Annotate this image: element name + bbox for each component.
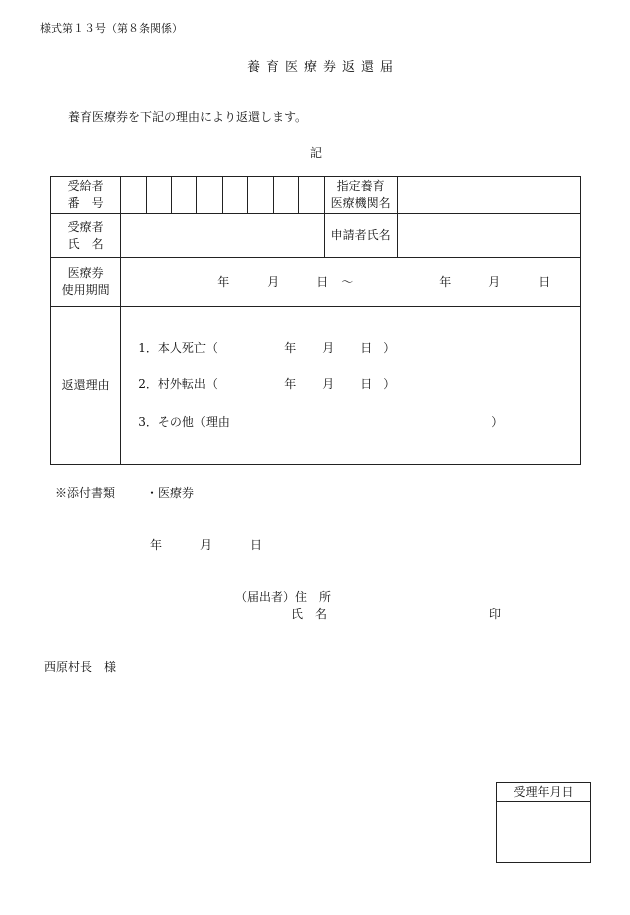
recipient-number-digit[interactable]	[197, 177, 222, 214]
institution-label: 指定養育 医療機関名	[324, 177, 397, 214]
date-month: 月	[200, 538, 213, 552]
reason-2-day: 日	[360, 377, 373, 391]
notifier-address-label: （届出者）住 所	[235, 590, 332, 604]
period-end-month: 月	[488, 275, 501, 289]
addressee: 西原村長 様	[44, 660, 117, 674]
receipt-date-box[interactable]	[496, 782, 591, 863]
receipt-date-label: 受理年月日	[497, 783, 590, 802]
period-label: 医療券 使用期間	[51, 258, 121, 307]
period-start-year: 年	[217, 275, 230, 289]
recipient-number-digit[interactable]	[146, 177, 171, 214]
recipient-number-digit[interactable]	[248, 177, 273, 214]
reason-3-label: 3．その他（理由	[138, 415, 230, 429]
return-form-table	[50, 176, 581, 465]
date-day: 日	[250, 538, 263, 552]
reason-2-label: 2．村外転出（	[138, 377, 218, 391]
date-year: 年	[150, 538, 163, 552]
ki-mark: 記	[310, 146, 323, 160]
intro-text: 養育医療券を下記の理由により返還します。	[68, 110, 308, 124]
period-end-year: 年	[439, 275, 452, 289]
attachments-label: ※添付書類	[55, 486, 116, 500]
page-title: 養育医療券返還届	[247, 60, 400, 75]
applicant-name-label: 申請者氏名	[324, 214, 397, 258]
reason-1-label: 1．本人死亡（	[138, 341, 218, 355]
period-tilde: ～	[341, 275, 354, 289]
patient-name-label: 受療者 氏 名	[51, 214, 121, 258]
recipient-number-label: 受給者 番 号	[51, 177, 121, 214]
reason-2-month: 月	[322, 377, 335, 391]
reason-1-month: 月	[322, 341, 335, 355]
reason-2-year: 年	[284, 377, 297, 391]
return-reason-field[interactable]	[121, 307, 581, 465]
recipient-number-digit[interactable]	[299, 177, 324, 214]
institution-field[interactable]	[397, 177, 580, 214]
reason-1-close: ）	[383, 341, 396, 355]
attachments-item: ・医療券	[146, 486, 195, 500]
seal-mark: 印	[489, 607, 502, 621]
applicant-name-field[interactable]	[397, 214, 580, 258]
reason-2-close: ）	[383, 377, 396, 391]
patient-name-field[interactable]	[121, 214, 324, 258]
usage-period-field[interactable]	[121, 258, 581, 307]
recipient-number-digit[interactable]	[172, 177, 197, 214]
notifier-name-label: 氏 名	[291, 607, 328, 621]
period-start-month: 月	[267, 275, 280, 289]
reason-3-close: ）	[491, 415, 504, 429]
period-start-day: 日	[316, 275, 329, 289]
recipient-number-digit[interactable]	[222, 177, 247, 214]
reason-1-day: 日	[360, 341, 373, 355]
form-number: 様式第１３号（第８条関係）	[40, 22, 183, 35]
reason-1-year: 年	[284, 341, 297, 355]
period-end-day: 日	[538, 275, 551, 289]
recipient-number-digit[interactable]	[273, 177, 298, 214]
return-reason-label: 返還理由	[51, 307, 121, 465]
recipient-number-digit[interactable]	[121, 177, 146, 214]
